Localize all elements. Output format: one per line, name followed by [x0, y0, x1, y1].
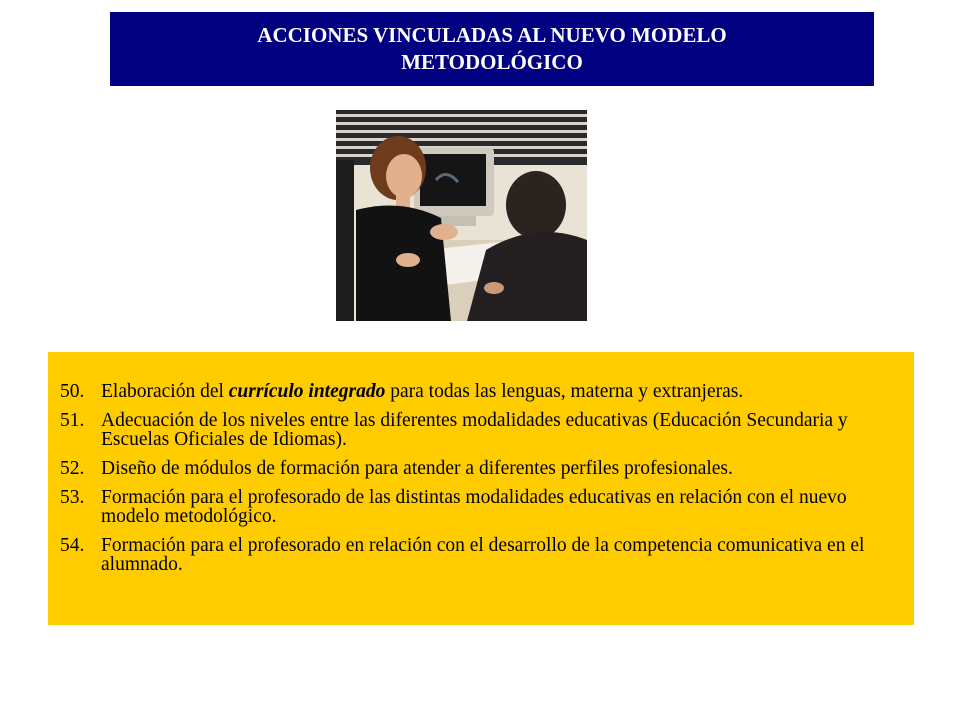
item-text: Elaboración del currículo integrado para todas las lenguas, materna y extranjeras. — [101, 381, 744, 402]
photo-two-people-at-desk-image — [336, 110, 587, 321]
list-item — [48, 459, 901, 478]
list-item — [48, 382, 901, 401]
item-text: Adecuación de los niveles entre las diferentes modalidades educativas (Educación Secundaria y Escuelas Oficiales de Idiomas). — [101, 410, 848, 450]
list-item — [48, 411, 901, 449]
title-line-2: METODOLÓGICO — [401, 50, 583, 74]
item-number: 50. — [60, 381, 85, 402]
item-number: 52. — [60, 458, 85, 479]
list-item — [48, 536, 901, 574]
item-text: Formación para el profesorado en relación con el desarrollo de la competencia comunicativa en el alumnado. — [101, 535, 865, 575]
item-number: 53. — [60, 487, 85, 508]
item-number: 54. — [60, 535, 85, 556]
actions-list — [48, 382, 914, 574]
actions-panel — [48, 352, 914, 625]
item-text: Formación para el profesorado de las distintas modalidades educativas en relación con el nuevo modelo metodológico. — [101, 487, 847, 527]
title-banner — [110, 12, 874, 86]
list-item — [48, 488, 901, 526]
title-line-1: ACCIONES VINCULADAS AL NUEVO MODELO — [257, 23, 727, 47]
item-emphasis: currículo integrado — [228, 381, 386, 402]
item-text: Diseño de módulos de formación para atender a diferentes perfiles profesionales. — [101, 458, 733, 479]
item-number: 51. — [60, 410, 85, 431]
